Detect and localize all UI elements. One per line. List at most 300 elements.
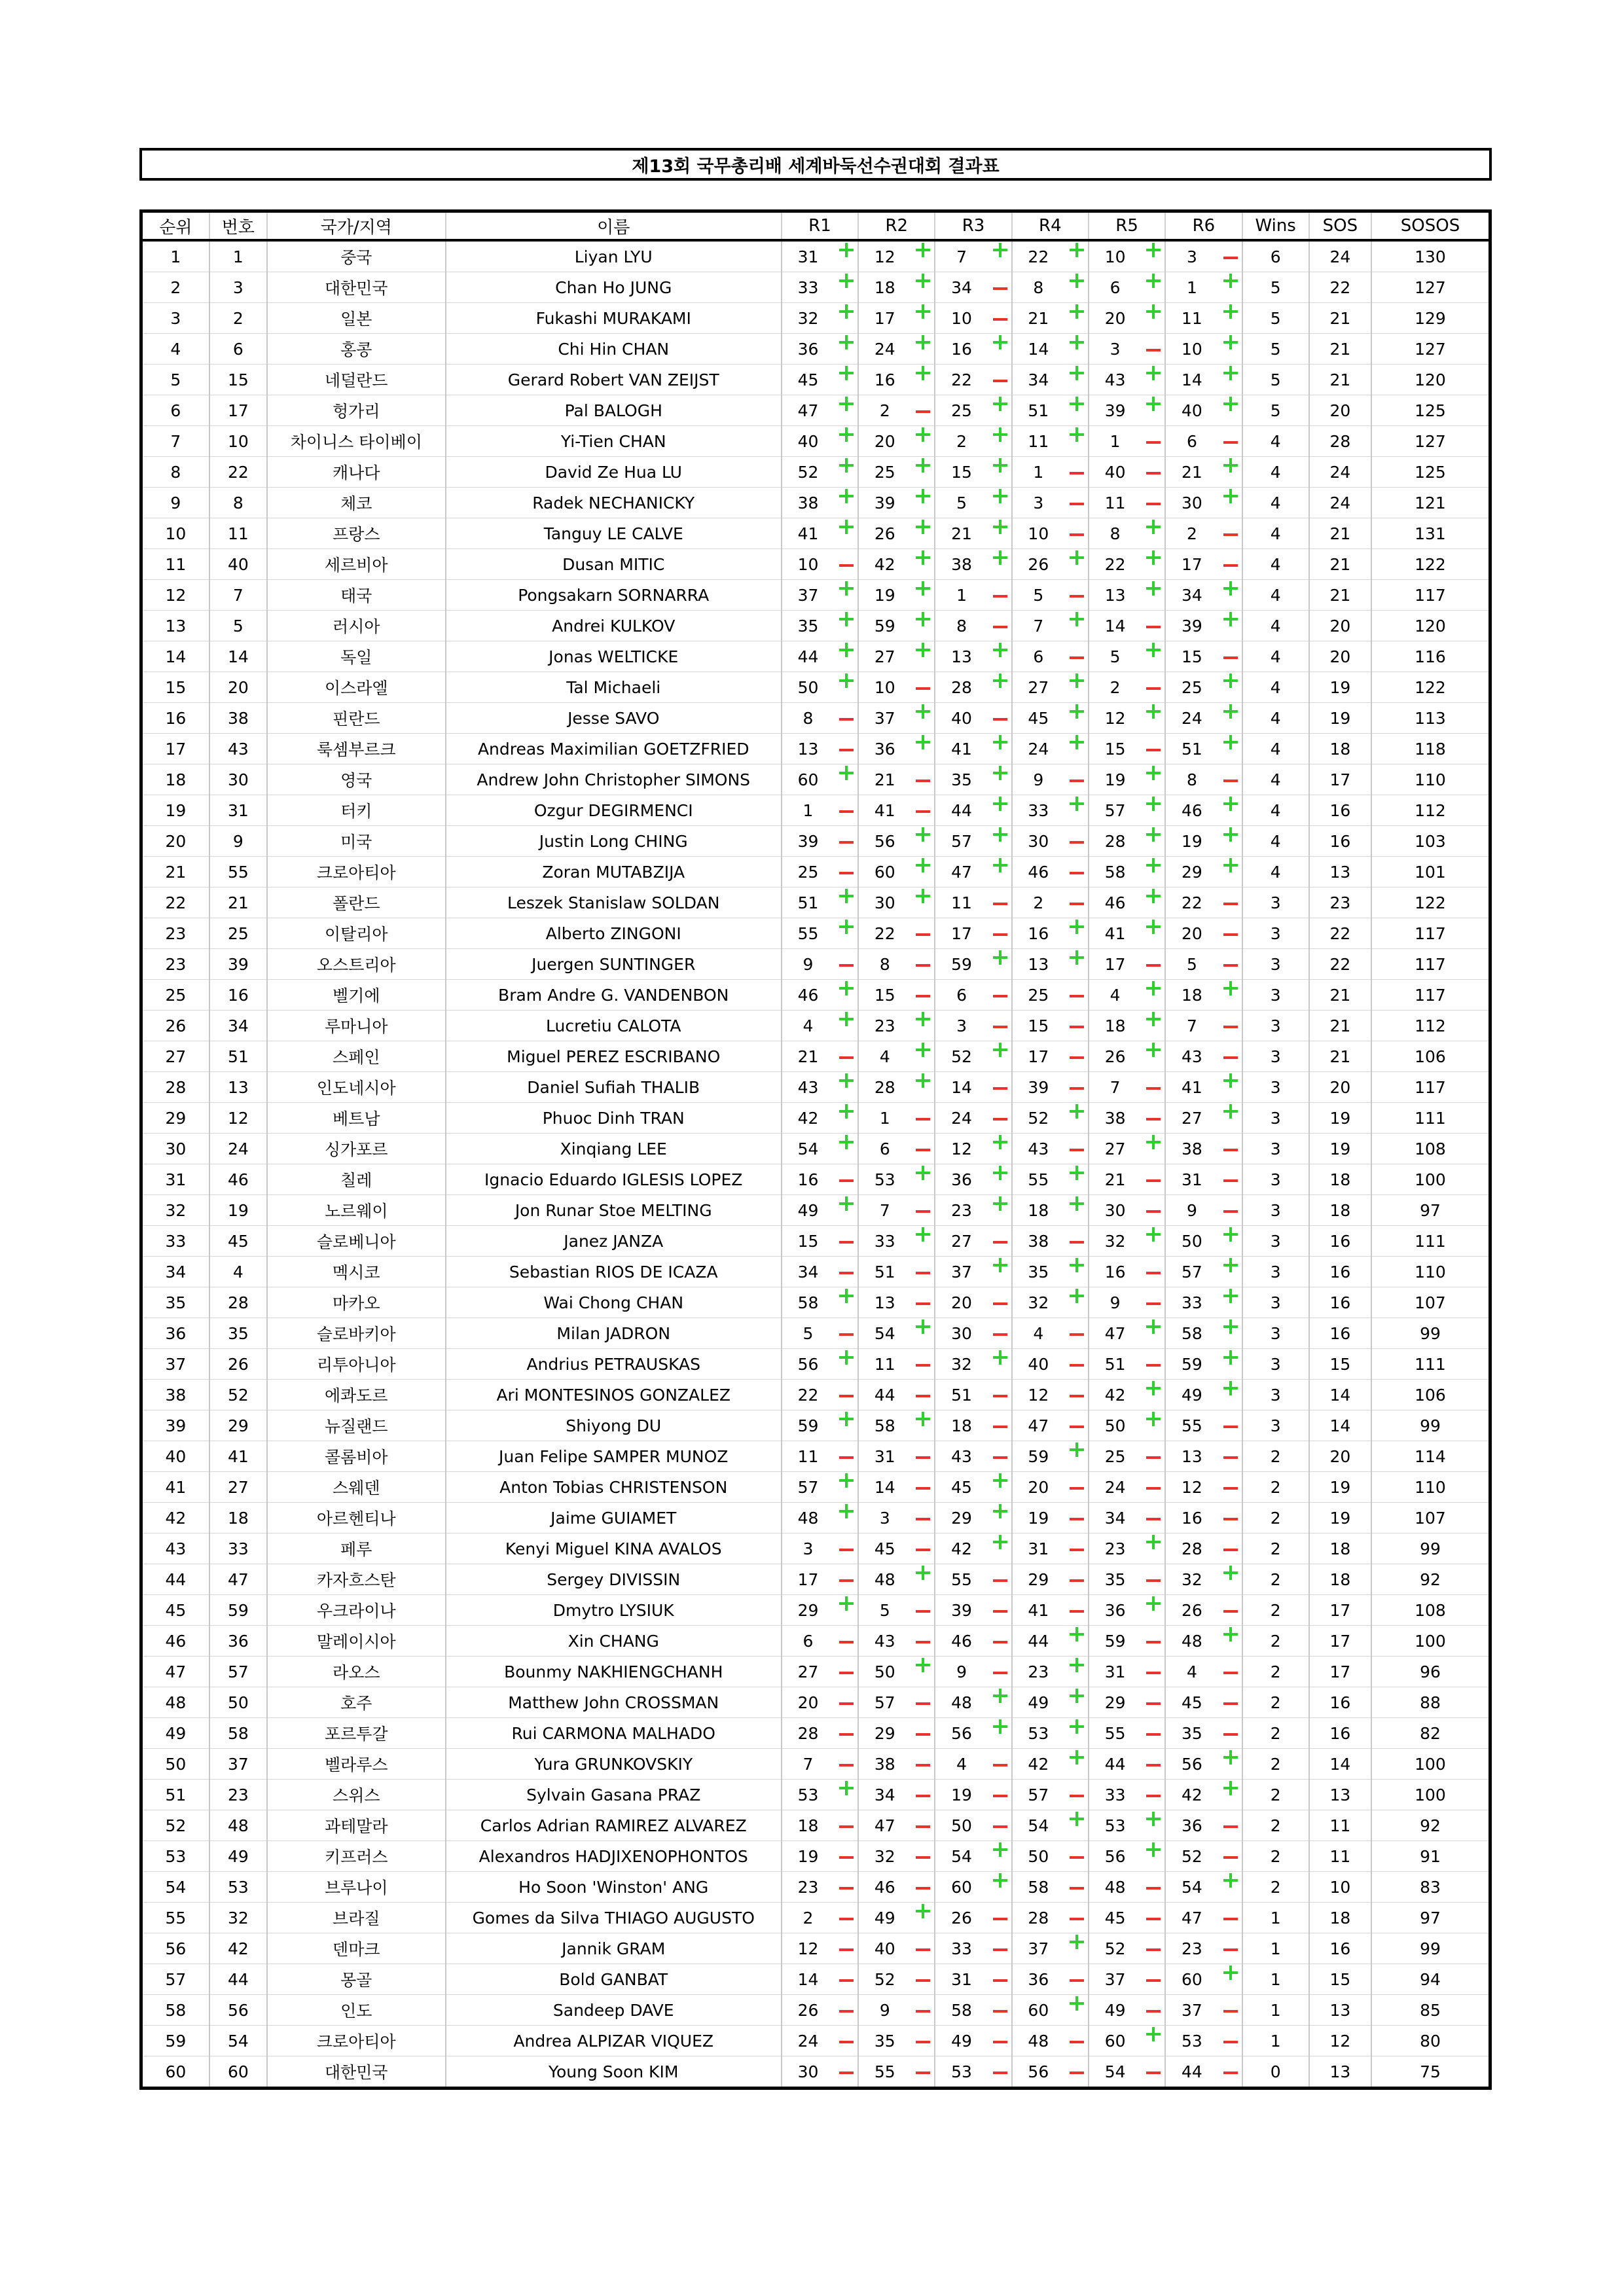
opponent-number: 16 (951, 339, 972, 359)
round-1-cell (782, 2056, 858, 2089)
opponent-number: 52 (1181, 1846, 1202, 1866)
country-cell: 태국 (267, 580, 446, 611)
round-2-cell (858, 365, 935, 395)
opponent-number: 52 (874, 1969, 895, 1989)
round-4-cell (1012, 611, 1089, 641)
plus-icon (1070, 1719, 1084, 1734)
plus-icon (1146, 889, 1161, 903)
minus-icon (916, 994, 930, 1009)
opponent-number: 17 (1028, 1047, 1049, 1066)
opponent-number: 47 (1028, 1416, 1049, 1435)
minus-icon (1223, 1456, 1238, 1470)
opponent-number: 15 (951, 462, 972, 482)
plus-icon (916, 704, 930, 719)
sosos-cell: 125 (1415, 401, 1446, 420)
plus-icon (1223, 1566, 1238, 1580)
table-row (141, 580, 1490, 611)
player-name-cell: Tal Michaeli (446, 672, 782, 703)
round-1-cell (782, 1103, 858, 1134)
opponent-number: 48 (797, 1508, 819, 1528)
opponent-number: 17 (951, 924, 972, 943)
opponent-number: 36 (951, 1170, 972, 1189)
opponent-number: 40 (951, 708, 972, 728)
minus-icon (1070, 1979, 1084, 1993)
player-number-cell: 3 (209, 272, 267, 303)
opponent-number: 11 (797, 1446, 819, 1466)
plus-icon (839, 981, 854, 996)
round-5-cell (1089, 1195, 1165, 1226)
round-5-cell (1089, 1226, 1165, 1257)
round-5-cell (1089, 1595, 1165, 1626)
plus-icon (993, 1535, 1007, 1549)
opponent-number: 53 (1181, 2031, 1202, 2051)
round-4-cell (1012, 703, 1089, 734)
minus-icon (1223, 1917, 1238, 1931)
round-1-cell (782, 303, 858, 334)
plus-icon (1146, 1842, 1161, 1857)
plus-icon (1223, 858, 1238, 872)
minus-icon (916, 1825, 930, 1839)
sos-cell: 17 (1309, 1595, 1371, 1626)
round-1-cell (782, 1226, 858, 1257)
minus-icon (839, 1763, 854, 1778)
round-5-cell (1089, 1810, 1165, 1841)
sos-cell: 20 (1309, 641, 1371, 672)
round-4-cell (1012, 1564, 1089, 1595)
minus-icon (993, 1333, 1007, 1347)
round-2-cell (858, 1011, 935, 1041)
round-6-cell (1165, 272, 1242, 303)
round-6-cell (1165, 1810, 1242, 1841)
column-header: 이름 (446, 211, 782, 241)
rank-cell: 21 (141, 857, 209, 888)
minus-icon (1223, 1948, 1238, 1962)
sosos-cell: 110 (1415, 1477, 1446, 1497)
player-number-cell: 58 (209, 1718, 267, 1749)
round-1-cell (782, 1964, 858, 1995)
round-5-cell (1089, 1933, 1165, 1964)
country-cell: 체코 (267, 488, 446, 518)
opponent-number: 46 (797, 985, 819, 1005)
player-name-cell: Carlos Adrian RAMIREZ ALVAREZ (446, 1810, 782, 1841)
minus-icon (1070, 2071, 1084, 2085)
rank-cell: 45 (141, 1595, 209, 1626)
rank-cell: 35 (141, 1287, 209, 1318)
plus-icon (916, 643, 930, 657)
round-1-cell (782, 1380, 858, 1410)
opponent-number: 45 (1104, 1908, 1126, 1928)
plus-icon (839, 243, 854, 257)
table-row (141, 826, 1490, 857)
opponent-number: 41 (874, 800, 895, 820)
round-4-cell (1012, 1903, 1089, 1933)
round-3-cell (935, 1226, 1011, 1257)
sos-cell: 21 (1309, 580, 1371, 611)
round-5-cell (1089, 303, 1165, 334)
table-row (141, 2026, 1490, 2056)
opponent-number: 46 (951, 1631, 972, 1651)
minus-icon (839, 1671, 854, 1685)
player-number-cell: 46 (209, 1164, 267, 1195)
round-5-cell (1089, 395, 1165, 426)
plus-icon (1070, 304, 1084, 319)
player-name-cell: Jesse SAVO (446, 703, 782, 734)
country-cell: 에콰도르 (267, 1380, 446, 1410)
rank-cell: 43 (141, 1534, 209, 1564)
minus-icon (1146, 625, 1161, 639)
opponent-number: 22 (1181, 893, 1202, 912)
round-3-cell (935, 949, 1011, 980)
minus-icon (1070, 1794, 1084, 1808)
country-cell: 핀란드 (267, 703, 446, 734)
round-6-cell (1165, 1657, 1242, 1687)
sosos-cell: 127 (1415, 278, 1446, 297)
round-6-cell (1165, 1780, 1242, 1810)
opponent-number: 49 (1028, 1693, 1049, 1712)
wins-cell: 4 (1242, 457, 1309, 488)
plus-icon (839, 1350, 854, 1365)
country-cell: 라오스 (267, 1657, 446, 1687)
round-4-cell (1012, 1349, 1089, 1380)
opponent-number: 11 (1104, 493, 1126, 512)
round-2-cell (858, 1872, 935, 1903)
plus-icon (916, 458, 930, 473)
minus-icon (1146, 2071, 1161, 2085)
opponent-number: 59 (1028, 1446, 1049, 1466)
player-name-cell: Ho Soon 'Winston' ANG (446, 1872, 782, 1903)
player-name-cell: Andrew John Christopher SIMONS (446, 764, 782, 795)
round-5-cell (1089, 949, 1165, 980)
opponent-number: 8 (956, 616, 967, 636)
plus-icon (916, 1319, 930, 1334)
minus-icon (993, 1640, 1007, 1655)
round-1-cell (782, 1134, 858, 1164)
opponent-number: 42 (1028, 1754, 1049, 1774)
plus-icon (1223, 981, 1238, 996)
opponent-number: 33 (951, 1939, 972, 1958)
round-6-cell (1165, 2026, 1242, 2056)
country-cell: 인도 (267, 1995, 446, 2026)
round-6-cell (1165, 1318, 1242, 1349)
round-5-cell (1089, 580, 1165, 611)
sos-cell: 16 (1309, 1718, 1371, 1749)
round-1-cell (782, 1410, 858, 1441)
column-header: 순위 (141, 211, 209, 241)
opponent-number: 43 (951, 1446, 972, 1466)
sosos-cell: 121 (1415, 493, 1446, 512)
rank-cell: 15 (141, 672, 209, 703)
plus-icon (993, 1842, 1007, 1857)
round-3-cell (935, 888, 1011, 918)
minus-icon (839, 1702, 854, 1716)
round-4-cell (1012, 641, 1089, 672)
round-3-cell (935, 1164, 1011, 1195)
round-6-cell (1165, 240, 1242, 272)
round-1-cell (782, 1164, 858, 1195)
sos-cell: 20 (1309, 395, 1371, 426)
round-2-cell (858, 1318, 935, 1349)
plus-icon (1223, 797, 1238, 811)
minus-icon (839, 564, 854, 578)
wins-cell: 2 (1242, 1595, 1309, 1626)
minus-icon (916, 1979, 930, 1993)
plus-icon (1146, 704, 1161, 719)
minus-icon (839, 2009, 854, 2024)
minus-icon (993, 1425, 1007, 1439)
opponent-number: 40 (797, 431, 819, 451)
opponent-number: 4 (1186, 1662, 1197, 1681)
round-4-cell (1012, 1841, 1089, 1872)
opponent-number: 1 (879, 1108, 890, 1128)
country-cell: 캐나다 (267, 457, 446, 488)
round-3-cell (935, 365, 1011, 395)
minus-icon (839, 2071, 854, 2085)
minus-icon (1146, 1948, 1161, 1962)
opponent-number: 31 (951, 1969, 972, 1989)
minus-icon (1146, 1271, 1161, 1285)
player-number-cell: 60 (209, 2056, 267, 2089)
round-2-cell (858, 1933, 935, 1964)
minus-icon (1223, 1425, 1238, 1439)
round-4-cell (1012, 1472, 1089, 1503)
plus-icon (916, 612, 930, 626)
sosos-cell: 110 (1415, 770, 1446, 789)
plus-icon (1070, 1627, 1084, 1641)
opponent-number: 41 (797, 524, 819, 543)
opponent-number: 19 (1028, 1508, 1049, 1528)
plus-icon (1070, 797, 1084, 811)
sosos-cell: 80 (1420, 2031, 1441, 2051)
opponent-number: 52 (1104, 1939, 1126, 1958)
minus-icon (993, 1979, 1007, 1993)
round-1-cell (782, 734, 858, 764)
plus-icon (1070, 1812, 1084, 1826)
opponent-number: 33 (1104, 1785, 1126, 1804)
opponent-number: 1 (1110, 431, 1121, 451)
round-4-cell (1012, 303, 1089, 334)
player-name-cell: Jonas WELTICKE (446, 641, 782, 672)
opponent-number: 60 (1104, 2031, 1126, 2051)
sos-cell: 16 (1309, 1287, 1371, 1318)
player-name-cell: Ignacio Eduardo IGLESIS LOPEZ (446, 1164, 782, 1195)
round-5-cell (1089, 826, 1165, 857)
sos-cell: 17 (1309, 1657, 1371, 1687)
wins-cell: 5 (1242, 272, 1309, 303)
minus-icon (1223, 779, 1238, 793)
minus-icon (839, 1394, 854, 1408)
sos-cell: 14 (1309, 1410, 1371, 1441)
round-3-cell (935, 1318, 1011, 1349)
minus-icon (993, 2009, 1007, 2024)
round-6-cell (1165, 1472, 1242, 1503)
round-4-cell (1012, 1933, 1089, 1964)
rank-cell: 6 (141, 395, 209, 426)
sosos-cell: 75 (1420, 2062, 1441, 2081)
plus-icon (1146, 550, 1161, 565)
round-3-cell (935, 1718, 1011, 1749)
opponent-number: 14 (951, 1077, 972, 1097)
round-1-cell (782, 1257, 858, 1287)
plus-icon (916, 581, 930, 596)
opponent-number: 58 (951, 2000, 972, 2020)
round-2-cell (858, 457, 935, 488)
wins-cell: 4 (1242, 580, 1309, 611)
round-1-cell (782, 795, 858, 826)
table-row (141, 1534, 1490, 1564)
opponent-number: 55 (951, 1570, 972, 1589)
plus-icon (916, 1227, 930, 1242)
minus-icon (993, 1456, 1007, 1470)
plus-icon (1223, 366, 1238, 380)
minus-icon (916, 1486, 930, 1501)
column-header: R3 (935, 211, 1011, 241)
sos-cell: 13 (1309, 1995, 1371, 2026)
player-number-cell: 27 (209, 1472, 267, 1503)
opponent-number: 55 (797, 924, 819, 943)
sosos-cell: 120 (1415, 370, 1446, 389)
player-number-cell: 51 (209, 1041, 267, 1072)
table-row (141, 1318, 1490, 1349)
player-name-cell: Zoran MUTABZIJA (446, 857, 782, 888)
minus-icon (839, 1979, 854, 1993)
opponent-number: 28 (874, 1077, 895, 1097)
country-cell: 칠레 (267, 1164, 446, 1195)
opponent-number: 60 (1028, 2000, 1049, 2020)
country-cell: 헝가리 (267, 395, 446, 426)
country-cell: 크로아티아 (267, 857, 446, 888)
opponent-number: 17 (797, 1570, 819, 1589)
plus-icon (1070, 950, 1084, 965)
wins-cell: 2 (1242, 1472, 1309, 1503)
plus-icon (1223, 1350, 1238, 1365)
round-5-cell (1089, 857, 1165, 888)
round-5-cell (1089, 1472, 1165, 1503)
round-4-cell (1012, 857, 1089, 888)
round-4-cell (1012, 1749, 1089, 1780)
rank-cell: 26 (141, 1011, 209, 1041)
opponent-number: 25 (1028, 985, 1049, 1005)
round-2-cell (858, 1103, 935, 1134)
sosos-cell: 99 (1420, 1323, 1441, 1343)
minus-icon (1070, 1517, 1084, 1532)
minus-icon (1223, 533, 1238, 547)
round-5-cell (1089, 734, 1165, 764)
opponent-number: 40 (1181, 401, 1202, 420)
country-cell: 키프러스 (267, 1841, 446, 1872)
round-1-cell (782, 703, 858, 734)
opponent-number: 55 (874, 2062, 895, 2081)
sos-cell: 19 (1309, 1134, 1371, 1164)
minus-icon (993, 317, 1007, 332)
sosos-cell: 99 (1420, 1539, 1441, 1558)
round-3-cell (935, 1872, 1011, 1903)
minus-icon (1223, 1148, 1238, 1162)
opponent-number: 7 (1033, 616, 1044, 636)
minus-icon (1070, 1917, 1084, 1931)
opponent-number: 10 (797, 554, 819, 574)
round-3-cell (935, 1626, 1011, 1657)
minus-icon (1070, 1333, 1084, 1347)
round-3-cell (935, 1964, 1011, 1995)
round-6-cell (1165, 1564, 1242, 1595)
opponent-number: 23 (1181, 1939, 1202, 1958)
plus-icon (1146, 1043, 1161, 1057)
round-6-cell (1165, 703, 1242, 734)
opponent-number: 13 (874, 1293, 895, 1312)
opponent-number: 48 (874, 1570, 895, 1589)
round-1-cell (782, 888, 858, 918)
opponent-number: 38 (797, 493, 819, 512)
plus-icon (1146, 2027, 1161, 2041)
table-row (141, 1041, 1490, 1072)
minus-icon (1146, 2009, 1161, 2024)
wins-cell: 2 (1242, 1687, 1309, 1718)
opponent-number: 38 (874, 1754, 895, 1774)
opponent-number: 40 (1104, 462, 1126, 482)
opponent-number: 3 (803, 1539, 814, 1558)
opponent-number: 50 (1028, 1846, 1049, 1866)
opponent-number: 4 (1110, 985, 1121, 1005)
round-1-cell (782, 1011, 858, 1041)
round-4-cell (1012, 1872, 1089, 1903)
plus-icon (839, 397, 854, 411)
opponent-number: 21 (1028, 308, 1049, 328)
opponent-number: 16 (1181, 1508, 1202, 1528)
plus-icon (916, 489, 930, 503)
player-name-cell: Andrius PETRAUSKAS (446, 1349, 782, 1380)
rank-cell: 46 (141, 1626, 209, 1657)
round-1-cell (782, 611, 858, 641)
minus-icon (993, 379, 1007, 393)
opponent-number: 6 (1110, 278, 1121, 297)
plus-icon (1223, 1289, 1238, 1303)
round-5-cell (1089, 1164, 1165, 1195)
player-name-cell: Fukashi MURAKAMI (446, 303, 782, 334)
opponent-number: 48 (951, 1693, 972, 1712)
round-6-cell (1165, 1072, 1242, 1103)
plus-icon (993, 1196, 1007, 1211)
rank-cell: 39 (141, 1410, 209, 1441)
player-number-cell: 22 (209, 457, 267, 488)
opponent-number: 27 (951, 1231, 972, 1251)
opponent-number: 48 (1104, 1877, 1126, 1897)
minus-icon (1146, 1117, 1161, 1132)
wins-cell: 3 (1242, 1134, 1309, 1164)
plus-icon (916, 1073, 930, 1088)
minus-icon (1223, 1548, 1238, 1562)
player-name-cell: David Ze Hua LU (446, 457, 782, 488)
player-name-cell: Andreas Maximilian GOETZFRIED (446, 734, 782, 764)
plus-icon (1146, 1412, 1161, 1426)
plus-icon (993, 427, 1007, 442)
opponent-number: 2 (1033, 893, 1044, 912)
minus-icon (993, 994, 1007, 1009)
sos-cell: 11 (1309, 1841, 1371, 1872)
player-name-cell: Janez JANZA (446, 1226, 782, 1257)
round-1-cell (782, 672, 858, 703)
opponent-number: 32 (951, 1354, 972, 1374)
minus-icon (1070, 871, 1084, 886)
plus-icon (839, 1781, 854, 1795)
wins-cell: 3 (1242, 1410, 1309, 1441)
player-number-cell: 26 (209, 1349, 267, 1380)
round-4-cell (1012, 1780, 1089, 1810)
wins-cell: 2 (1242, 1841, 1309, 1872)
wins-cell: 4 (1242, 518, 1309, 549)
round-1-cell (782, 918, 858, 949)
round-3-cell (935, 764, 1011, 795)
player-name-cell: Shiyong DU (446, 1410, 782, 1441)
